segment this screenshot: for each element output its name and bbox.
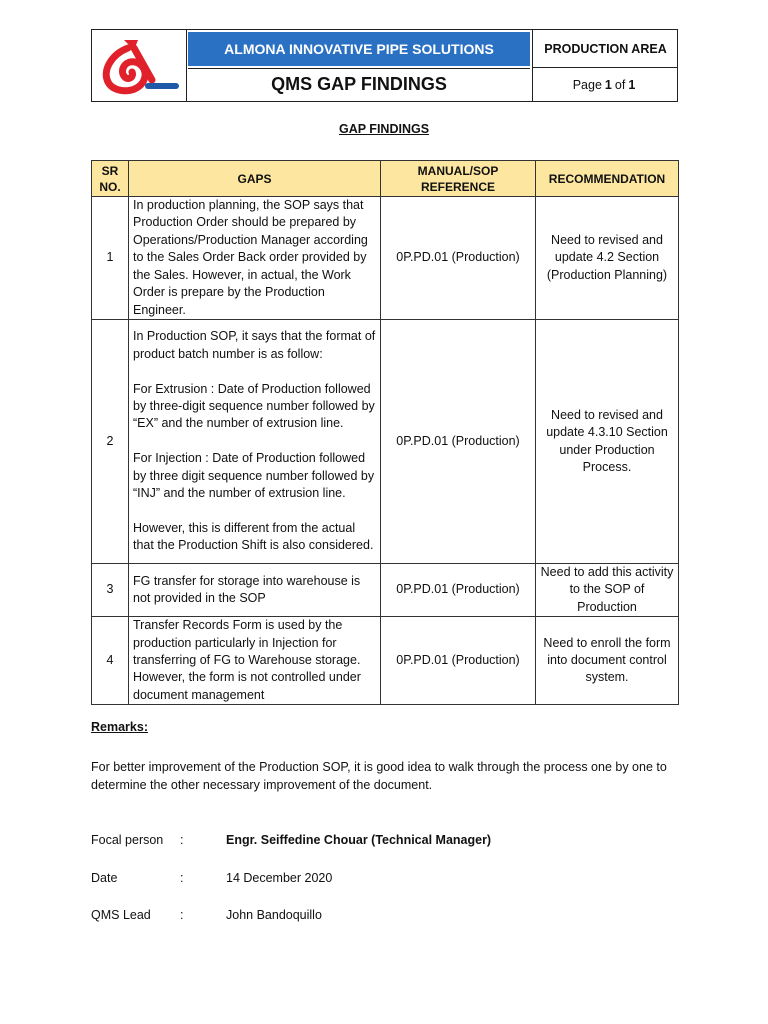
signoff-value: John Bandoquillo: [226, 908, 322, 922]
gap-paragraph: However, this is different from the actual that the Production Shift is also considered.: [133, 520, 374, 553]
table-row: [92, 197, 679, 320]
row-sr-no: 2: [92, 320, 129, 564]
gap-findings-table: [91, 160, 679, 705]
table-row: [92, 617, 679, 705]
area-label: PRODUCTION AREA: [532, 30, 678, 67]
signoff-colon: :: [180, 908, 184, 922]
page-of: of: [614, 78, 626, 92]
company-name-banner: ALMONA INNOVATIVE PIPE SOLUTIONS: [188, 32, 530, 66]
company-logo-cell: [92, 30, 187, 101]
gap-paragraph: For Extrusion : Date of Production followed by three-digit sequence number followed by “EX” and the number of extrusion line.: [133, 381, 375, 431]
page-total: 1: [628, 78, 636, 92]
row-sr-no: 4: [92, 617, 129, 705]
page-current: 1: [604, 78, 612, 92]
remarks-label: Remarks:: [91, 720, 148, 734]
document-title: QMS GAP FINDINGS: [188, 68, 530, 100]
document-header: [91, 29, 678, 102]
signoff-label: Date: [91, 871, 118, 885]
signoff-colon: :: [180, 833, 184, 847]
header-recommendation: RECOMMENDATION: [536, 161, 679, 197]
page-number: [532, 67, 678, 102]
row-reference: 0P.PD.01 (Production): [381, 617, 536, 705]
row-sr-no: 1: [92, 197, 129, 320]
table-header-row: [92, 161, 679, 197]
row-recommendation: Need to add this activity to the SOP of Production: [536, 564, 679, 617]
row-recommendation: Need to revised and update 4.2 Section (Production Planning): [536, 197, 679, 320]
row-gap: [129, 197, 381, 320]
row-recommendation: Need to enroll the form into document control system.: [536, 617, 679, 705]
page-prefix: Page: [572, 78, 602, 92]
signoff-value: 14 December 2020: [226, 871, 333, 885]
signoff-label: Focal person: [91, 833, 164, 847]
signoff-colon: :: [180, 871, 184, 885]
gap-paragraph: In production planning, the SOP says that Production Order should be prepared by Operations/Production Manager according to the Sales Order Back order provided by the Sales. However, in actual, the Work Order is prepare by the Production Engineer.: [133, 198, 368, 317]
row-reference: 0P.PD.01 (Production): [381, 564, 536, 617]
header-gaps: GAPS: [129, 161, 381, 197]
gap-paragraph: For Injection : Date of Production followed by three digit sequence number followed by “INJ” and the number of extrusion line.: [133, 451, 375, 500]
row-gap: [129, 320, 381, 564]
row-reference: 0P.PD.01 (Production): [381, 197, 536, 320]
signoff-label: QMS Lead: [91, 908, 151, 922]
table-row: [92, 564, 679, 617]
gap-paragraph: In Production SOP, it says that the format of product batch number is as follow:: [133, 329, 376, 361]
header-sr-no: SR NO.: [92, 161, 129, 197]
section-title: GAP FINDINGS: [338, 122, 430, 136]
row-sr-no: 3: [92, 564, 129, 617]
header-reference: MANUAL/SOP REFERENCE: [381, 161, 536, 197]
gap-paragraph: FG transfer for storage into warehouse is not provided in the SOP: [133, 573, 361, 606]
row-recommendation: Need to revised and update 4.3.10 Section under Production Process.: [536, 320, 679, 564]
signoff-value: Engr. Seiffedine Chouar (Technical Manager): [226, 833, 492, 847]
company-logo: [98, 36, 180, 98]
row-gap: [129, 617, 381, 705]
row-gap: [129, 564, 381, 617]
row-reference: 0P.PD.01 (Production): [381, 320, 536, 564]
gap-paragraph: Transfer Records Form is used by the production particularly in Injection for transferring of FG to Warehouse storage. However, the form is not controlled under document management: [133, 618, 361, 702]
table-row: [92, 320, 679, 564]
remarks-text: For better improvement of the Production SOP, it is good idea to walk through the process one by one to determine the other necessary improvement of the document.: [91, 760, 667, 792]
